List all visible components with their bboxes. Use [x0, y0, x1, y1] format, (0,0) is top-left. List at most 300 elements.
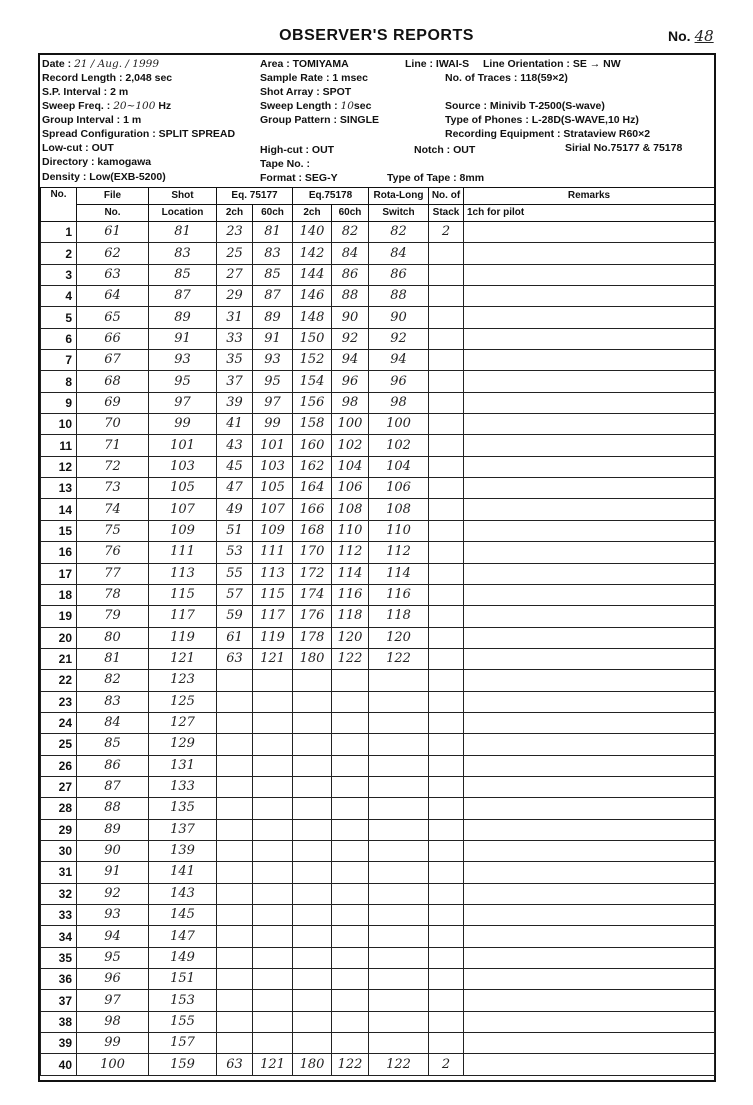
eq75177-60ch: 117: [253, 606, 293, 627]
row-number: 39: [41, 1033, 77, 1054]
eq75177-60ch: [253, 712, 293, 733]
row-number: 20: [41, 627, 77, 648]
shot-location: 119: [149, 627, 217, 648]
remarks-cell: [464, 414, 715, 435]
eq75178-60ch: [332, 1033, 369, 1054]
shot-log-body: [41, 222, 715, 1076]
table-subheader-row: [41, 205, 715, 222]
file-number: 71: [77, 435, 149, 456]
stack-count: [429, 648, 464, 669]
file-number: 68: [77, 371, 149, 392]
eq75178-2ch: 168: [293, 520, 332, 541]
sweep-length: [260, 100, 371, 112]
eq75178-60ch: 110: [332, 520, 369, 541]
file-number: 80: [77, 627, 149, 648]
col-file-sub: No.: [77, 205, 149, 222]
eq75177-60ch: 93: [253, 350, 293, 371]
eq75178-60ch: 122: [332, 648, 369, 669]
table-row: [41, 222, 715, 243]
eq75177-2ch: 51: [217, 520, 253, 541]
table-row: [41, 883, 715, 904]
eq75177-60ch: 113: [253, 563, 293, 584]
remarks-cell: [464, 584, 715, 605]
date-label: Date :: [42, 58, 72, 70]
shot-location: 97: [149, 392, 217, 413]
shot-location: 145: [149, 905, 217, 926]
eq75177-60ch: 87: [253, 286, 293, 307]
shot-location: 139: [149, 840, 217, 861]
eq75177-60ch: [253, 969, 293, 990]
rota-long-switch: 122: [369, 648, 429, 669]
row-number: 2: [41, 243, 77, 264]
rota-long-switch: [369, 798, 429, 819]
eq75178-60ch: 100: [332, 414, 369, 435]
row-number: 38: [41, 1011, 77, 1032]
eq75177-2ch: [217, 905, 253, 926]
eq75177-60ch: [253, 734, 293, 755]
stack-count: [429, 286, 464, 307]
eq75177-2ch: 27: [217, 264, 253, 285]
col-eq2-60ch: 60ch: [332, 205, 369, 222]
report-number: [668, 27, 714, 45]
file-number: 96: [77, 969, 149, 990]
stack-count: [429, 755, 464, 776]
sp-interval: S.P. Interval : 2 m: [42, 86, 129, 98]
remarks-cell: [464, 563, 715, 584]
rota-long-switch: 94: [369, 350, 429, 371]
sweep-freq-value: 20~100: [113, 100, 156, 112]
remarks-cell: [464, 627, 715, 648]
remarks-cell: [464, 606, 715, 627]
table-row: [41, 798, 715, 819]
file-number: 98: [77, 1011, 149, 1032]
shot-location: 127: [149, 712, 217, 733]
row-number: 26: [41, 755, 77, 776]
sample-rate: Sample Rate : 1 msec: [260, 72, 368, 84]
row-number: 17: [41, 563, 77, 584]
eq75178-2ch: 146: [293, 286, 332, 307]
eq75177-2ch: 45: [217, 456, 253, 477]
eq75177-60ch: 119: [253, 627, 293, 648]
rota-long-switch: 118: [369, 606, 429, 627]
shot-location: 133: [149, 776, 217, 797]
file-number: 70: [77, 414, 149, 435]
row-number: 3: [41, 264, 77, 285]
col-eq2-2ch: 2ch: [293, 205, 332, 222]
eq75177-60ch: 115: [253, 584, 293, 605]
row-number: 8: [41, 371, 77, 392]
col-eq1-60ch: 60ch: [253, 205, 293, 222]
rota-long-switch: 92: [369, 328, 429, 349]
remarks-cell: [464, 328, 715, 349]
file-number: 72: [77, 456, 149, 477]
eq75177-60ch: 85: [253, 264, 293, 285]
eq75177-60ch: [253, 905, 293, 926]
col-remarks: Remarks: [464, 188, 715, 205]
remarks-cell: [464, 350, 715, 371]
row-number: 29: [41, 819, 77, 840]
eq75177-60ch: 101: [253, 435, 293, 456]
file-number: 87: [77, 776, 149, 797]
eq75178-2ch: 162: [293, 456, 332, 477]
eq75177-2ch: [217, 691, 253, 712]
rota-long-switch: 110: [369, 520, 429, 541]
rota-long-switch: [369, 1033, 429, 1054]
shot-location: 85: [149, 264, 217, 285]
stack-count: 2: [429, 222, 464, 243]
rota-long-switch: 114: [369, 563, 429, 584]
eq75178-60ch: [332, 670, 369, 691]
serial-no: Sirial No.75177 & 75178: [565, 142, 683, 154]
rota-long-switch: 90: [369, 307, 429, 328]
eq75178-60ch: 98: [332, 392, 369, 413]
table-header-row: [41, 188, 715, 205]
file-number: 76: [77, 542, 149, 563]
file-number: 74: [77, 499, 149, 520]
eq75177-2ch: [217, 712, 253, 733]
rota-long-switch: [369, 712, 429, 733]
page-title: OBSERVER'S REPORTS: [279, 27, 474, 44]
high-cut: High-cut : OUT: [260, 144, 335, 156]
table-row: [41, 563, 715, 584]
file-number: 90: [77, 840, 149, 861]
shot-location: 123: [149, 670, 217, 691]
stack-count: [429, 307, 464, 328]
table-row: [41, 969, 715, 990]
stack-count: [429, 990, 464, 1011]
table-row: [41, 520, 715, 541]
eq75178-2ch: 176: [293, 606, 332, 627]
file-number: 85: [77, 734, 149, 755]
eq75178-60ch: 116: [332, 584, 369, 605]
table-row: [41, 990, 715, 1011]
shot-location: 87: [149, 286, 217, 307]
stack-count: [429, 456, 464, 477]
eq75178-2ch: 152: [293, 350, 332, 371]
eq75177-60ch: 107: [253, 499, 293, 520]
eq75178-60ch: 112: [332, 542, 369, 563]
col-rota-sub: Switch: [369, 205, 429, 222]
eq75178-60ch: [332, 734, 369, 755]
row-number: 6: [41, 328, 77, 349]
rota-long-switch: 98: [369, 392, 429, 413]
remarks-cell: [464, 264, 715, 285]
stack-count: [429, 499, 464, 520]
stack-count: [429, 520, 464, 541]
eq75177-2ch: 49: [217, 499, 253, 520]
col-stack: No. of: [429, 188, 464, 205]
eq75178-2ch: [293, 819, 332, 840]
density: Density : Low(EXB-5200): [42, 171, 166, 183]
file-number: 91: [77, 862, 149, 883]
eq75177-60ch: [253, 990, 293, 1011]
eq75177-2ch: [217, 947, 253, 968]
table-row: [41, 435, 715, 456]
eq75178-60ch: 104: [332, 456, 369, 477]
row-number: 21: [41, 648, 77, 669]
shot-location: 131: [149, 755, 217, 776]
shot-location: 109: [149, 520, 217, 541]
eq75178-2ch: [293, 969, 332, 990]
stack-count: [429, 478, 464, 499]
row-number: 9: [41, 392, 77, 413]
remarks-cell: [464, 712, 715, 733]
stack-count: [429, 627, 464, 648]
stack-count: [429, 969, 464, 990]
eq75178-60ch: 120: [332, 627, 369, 648]
eq75178-60ch: 86: [332, 264, 369, 285]
remarks-cell: [464, 670, 715, 691]
table-row: [41, 1054, 715, 1075]
row-number: 32: [41, 883, 77, 904]
eq75177-60ch: [253, 776, 293, 797]
shot-location: 147: [149, 926, 217, 947]
table-row: [41, 584, 715, 605]
eq75177-60ch: 89: [253, 307, 293, 328]
eq75178-60ch: 90: [332, 307, 369, 328]
rota-long-switch: 120: [369, 627, 429, 648]
eq75177-2ch: 63: [217, 1054, 253, 1075]
table-row: [41, 670, 715, 691]
eq75177-60ch: 103: [253, 456, 293, 477]
stack-count: [429, 670, 464, 691]
stack-count: [429, 435, 464, 456]
remarks-cell: [464, 1011, 715, 1032]
survey-info: [40, 55, 714, 188]
rota-long-switch: [369, 691, 429, 712]
remarks-cell: [464, 755, 715, 776]
remarks-cell: [464, 243, 715, 264]
eq75177-60ch: [253, 840, 293, 861]
shot-location: 151: [149, 969, 217, 990]
eq75177-2ch: [217, 819, 253, 840]
file-number: 73: [77, 478, 149, 499]
table-row: [41, 1011, 715, 1032]
rota-long-switch: [369, 990, 429, 1011]
table-row: [41, 947, 715, 968]
table-row: [41, 905, 715, 926]
directory: Directory : kamogawa: [42, 156, 152, 168]
rota-long-switch: 104: [369, 456, 429, 477]
rota-long-switch: 84: [369, 243, 429, 264]
eq75177-2ch: [217, 990, 253, 1011]
rota-long-switch: 96: [369, 371, 429, 392]
file-number: 77: [77, 563, 149, 584]
eq75177-60ch: [253, 798, 293, 819]
eq75177-2ch: [217, 1033, 253, 1054]
group-interval: Group Interval : 1 m: [42, 114, 142, 126]
eq75177-2ch: [217, 969, 253, 990]
eq75178-2ch: [293, 840, 332, 861]
remarks-cell: [464, 819, 715, 840]
eq75178-2ch: 150: [293, 328, 332, 349]
low-cut: Low-cut : OUT: [42, 142, 114, 154]
eq75177-2ch: [217, 862, 253, 883]
eq75177-2ch: [217, 840, 253, 861]
shot-location: 93: [149, 350, 217, 371]
eq75178-2ch: 170: [293, 542, 332, 563]
stack-count: [429, 606, 464, 627]
stack-count: [429, 542, 464, 563]
stack-count: [429, 862, 464, 883]
remarks-cell: [464, 542, 715, 563]
eq75178-2ch: 166: [293, 499, 332, 520]
eq75178-60ch: 114: [332, 563, 369, 584]
shot-location: 141: [149, 862, 217, 883]
eq75177-2ch: [217, 798, 253, 819]
remarks-cell: [464, 926, 715, 947]
eq75177-60ch: [253, 1033, 293, 1054]
row-number: 18: [41, 584, 77, 605]
shot-log-table: [40, 187, 715, 1076]
eq75178-60ch: [332, 1011, 369, 1032]
remarks-cell: [464, 520, 715, 541]
remarks-cell: [464, 840, 715, 861]
sweep-freq: [42, 100, 171, 112]
remarks-cell: [464, 371, 715, 392]
row-number: 5: [41, 307, 77, 328]
remarks-cell: [464, 691, 715, 712]
stack-count: [429, 328, 464, 349]
eq75178-60ch: 88: [332, 286, 369, 307]
shot-location: 125: [149, 691, 217, 712]
stack-count: [429, 734, 464, 755]
table-row: [41, 606, 715, 627]
remarks-cell: [464, 776, 715, 797]
file-number: 69: [77, 392, 149, 413]
eq75177-2ch: 33: [217, 328, 253, 349]
line: Line : IWAI-S: [405, 58, 470, 70]
shot-location: 101: [149, 435, 217, 456]
eq75177-60ch: [253, 670, 293, 691]
remarks-cell: [464, 969, 715, 990]
table-row: [41, 840, 715, 861]
remarks-cell: [464, 1033, 715, 1054]
eq75177-2ch: 63: [217, 648, 253, 669]
eq75178-2ch: 180: [293, 1054, 332, 1075]
shot-location: 155: [149, 1011, 217, 1032]
eq75178-60ch: [332, 755, 369, 776]
stack-count: [429, 414, 464, 435]
table-row: [41, 862, 715, 883]
stack-count: [429, 584, 464, 605]
eq75177-60ch: 83: [253, 243, 293, 264]
eq75177-2ch: 39: [217, 392, 253, 413]
eq75178-2ch: [293, 670, 332, 691]
col-remarks-sub: 1ch for pilot: [464, 205, 715, 222]
shot-location: 117: [149, 606, 217, 627]
eq75177-60ch: [253, 819, 293, 840]
rota-long-switch: [369, 947, 429, 968]
shot-location: 95: [149, 371, 217, 392]
stack-count: [429, 1033, 464, 1054]
file-number: 67: [77, 350, 149, 371]
row-number: 36: [41, 969, 77, 990]
col-eq-75177: Eq. 75177: [217, 188, 293, 205]
row-number: 15: [41, 520, 77, 541]
shot-location: 157: [149, 1033, 217, 1054]
rota-long-switch: 122: [369, 1054, 429, 1075]
rota-long-switch: [369, 670, 429, 691]
rota-long-switch: [369, 840, 429, 861]
table-row: [41, 456, 715, 477]
file-number: 78: [77, 584, 149, 605]
rota-long-switch: 82: [369, 222, 429, 243]
shot-location: 129: [149, 734, 217, 755]
eq75178-60ch: 102: [332, 435, 369, 456]
eq75178-2ch: 148: [293, 307, 332, 328]
file-number: 86: [77, 755, 149, 776]
eq75177-2ch: [217, 776, 253, 797]
eq75177-2ch: [217, 734, 253, 755]
col-file: File: [77, 188, 149, 205]
table-row: [41, 627, 715, 648]
rota-long-switch: 102: [369, 435, 429, 456]
eq75178-60ch: 108: [332, 499, 369, 520]
stack-count: [429, 350, 464, 371]
row-number: 28: [41, 798, 77, 819]
row-number: 40: [41, 1054, 77, 1075]
file-number: 61: [77, 222, 149, 243]
row-number: 25: [41, 734, 77, 755]
file-number: 81: [77, 648, 149, 669]
eq75177-2ch: 41: [217, 414, 253, 435]
eq75178-60ch: [332, 776, 369, 797]
file-number: 82: [77, 670, 149, 691]
eq75177-2ch: [217, 883, 253, 904]
sweep-length-label: Sweep Length :: [260, 100, 338, 112]
rota-long-switch: 108: [369, 499, 429, 520]
col-shot: Shot: [149, 188, 217, 205]
row-number: 24: [41, 712, 77, 733]
shot-location: 153: [149, 990, 217, 1011]
eq75177-2ch: 29: [217, 286, 253, 307]
stack-count: [429, 712, 464, 733]
file-number: 62: [77, 243, 149, 264]
stack-count: [429, 264, 464, 285]
shot-array: Shot Array : SPOT: [260, 86, 352, 98]
remarks-cell: [464, 307, 715, 328]
eq75177-60ch: 99: [253, 414, 293, 435]
stack-count: [429, 926, 464, 947]
eq75178-60ch: 122: [332, 1054, 369, 1075]
shot-location: 81: [149, 222, 217, 243]
eq75178-60ch: 84: [332, 243, 369, 264]
type-of-tape: Type of Tape : 8mm: [387, 172, 485, 184]
col-stack-sub: Stack: [429, 205, 464, 222]
eq75178-2ch: 164: [293, 478, 332, 499]
table-row: [41, 755, 715, 776]
eq75178-60ch: [332, 712, 369, 733]
table-row: [41, 328, 715, 349]
eq75178-60ch: 96: [332, 371, 369, 392]
stack-count: [429, 392, 464, 413]
eq75178-60ch: 92: [332, 328, 369, 349]
eq75177-2ch: 61: [217, 627, 253, 648]
rota-long-switch: [369, 734, 429, 755]
stack-count: 2: [429, 1054, 464, 1075]
table-row: [41, 307, 715, 328]
file-number: 97: [77, 990, 149, 1011]
eq75178-2ch: 156: [293, 392, 332, 413]
remarks-cell: [464, 222, 715, 243]
eq75178-2ch: [293, 862, 332, 883]
remarks-cell: [464, 648, 715, 669]
eq75178-2ch: [293, 990, 332, 1011]
eq75177-2ch: 35: [217, 350, 253, 371]
eq75177-2ch: [217, 670, 253, 691]
file-number: 95: [77, 947, 149, 968]
